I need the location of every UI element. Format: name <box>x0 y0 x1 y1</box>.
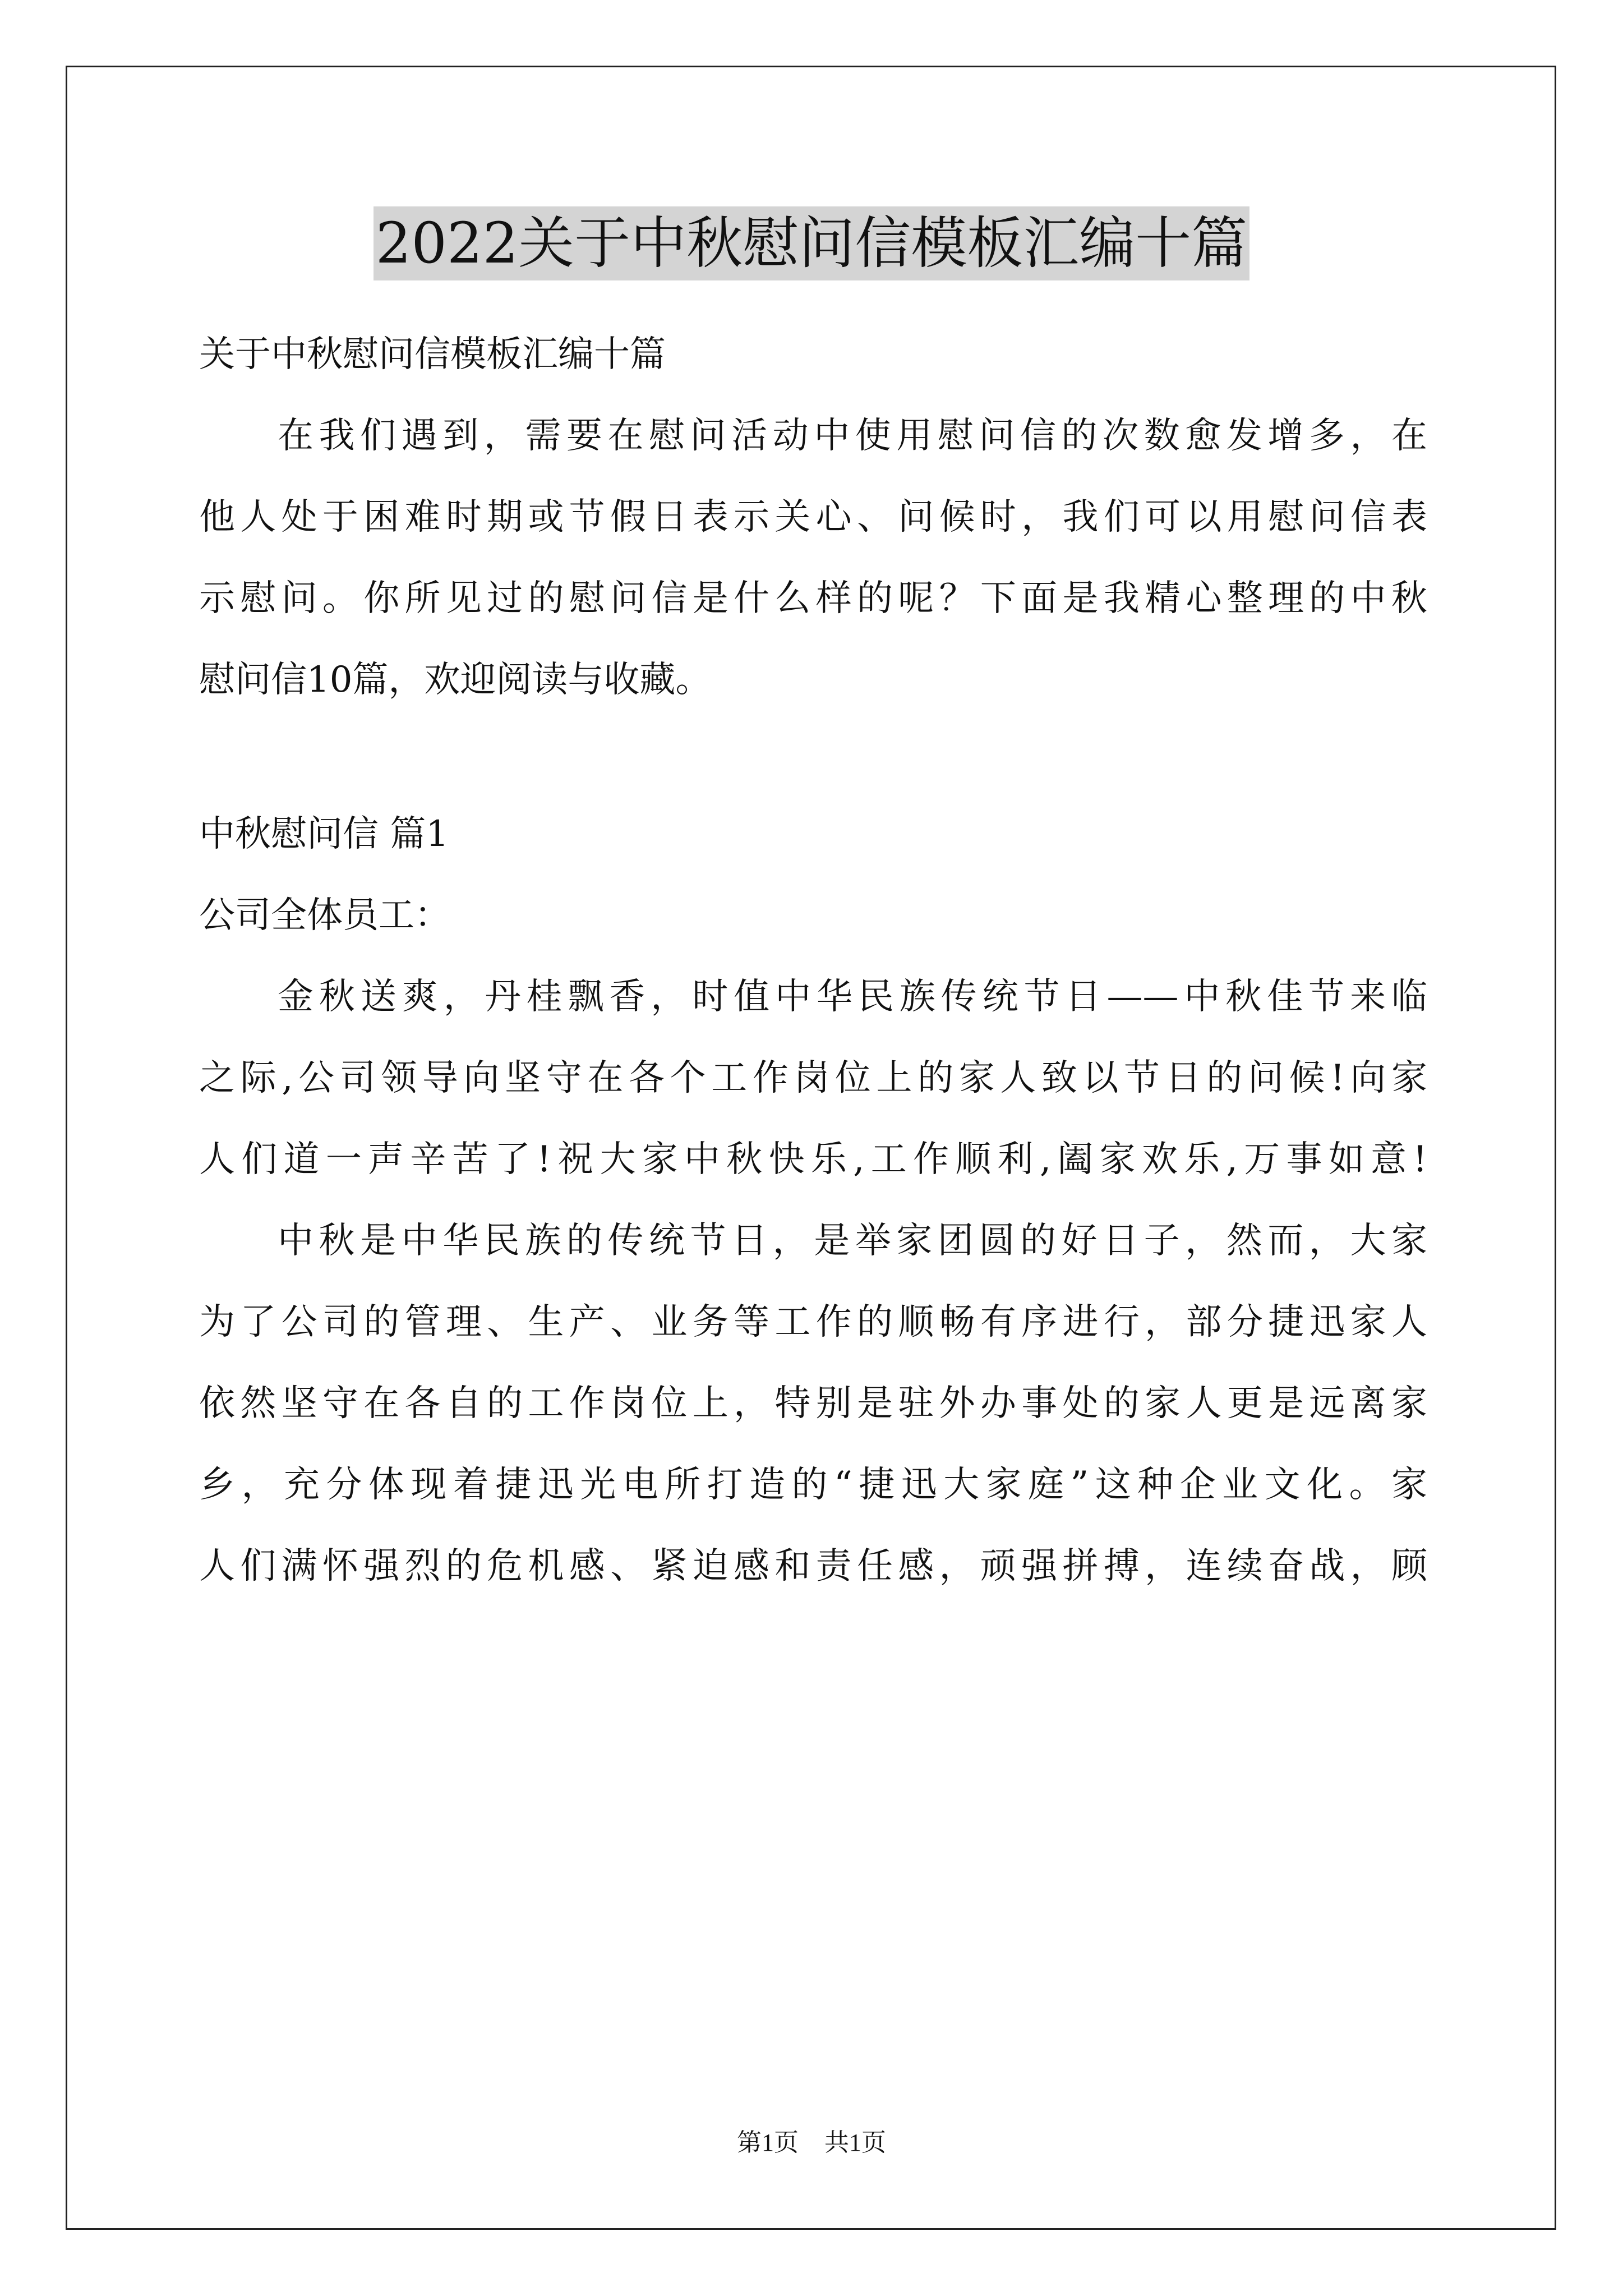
intro-line: 慰问信10篇，欢迎阅读与收藏。 <box>199 659 712 701</box>
document-body <box>199 314 1427 1607</box>
paragraph-line: 人们道一声辛苦了!祝大家中秋快乐,工作顺利,阖家欢乐,万事如意! <box>199 1139 1427 1180</box>
document-subtitle: 关于中秋慰问信模板汇编十篇 <box>199 334 666 375</box>
intro-line: 在我们遇到，需要在慰问活动中使用慰问信的次数愈发增多，在 <box>278 415 1427 457</box>
page-footer <box>0 2126 1623 2160</box>
section-heading: 中秋慰问信 篇1 <box>199 813 449 855</box>
intro-line: 示慰问。你所见过的慰问信是什么样的呢？下面是我精心整理的中秋 <box>199 578 1427 619</box>
page-number: 第1页 <box>737 2129 799 2156</box>
letter-salutation: 公司全体员工： <box>199 895 450 936</box>
paragraph-line: 之际,公司领导向坚守在各个工作岗位上的家人致以节日的问候!向家 <box>199 1057 1427 1099</box>
spacer <box>199 721 1427 794</box>
letter-paragraph-2 <box>199 1200 1427 1607</box>
paragraph-line: 乡，充分体现着捷迅光电所打造的“捷迅大家庭”这种企业文化。家 <box>199 1464 1427 1506</box>
intro-line: 他人处于困难时期或节假日表示关心、问候时，我们可以用慰问信表 <box>199 496 1427 538</box>
page-total: 共1页 <box>824 2129 886 2156</box>
title-area <box>0 206 1623 280</box>
letter-paragraph-1 <box>199 956 1427 1200</box>
paragraph-line: 金秋送爽，丹桂飘香，时值中华民族传统节日——中秋佳节来临 <box>278 976 1427 1018</box>
paragraph-line: 人们满怀强烈的危机感、紧迫感和责任感，顽强拼搏，连续奋战，顾 <box>199 1545 1427 1587</box>
paragraph-line: 中秋是中华民族的传统节日，是举家团圆的好日子，然而，大家 <box>278 1220 1427 1262</box>
intro-paragraph <box>199 395 1427 721</box>
document-title: 2022关于中秋慰问信模板汇编十篇 <box>374 206 1250 280</box>
paragraph-line: 为了公司的管理、生产、业务等工作的顺畅有序进行，部分捷迅家人 <box>199 1301 1427 1343</box>
paragraph-line: 依然坚守在各自的工作岗位上，特别是驻外办事处的家人更是远离家 <box>199 1383 1427 1424</box>
